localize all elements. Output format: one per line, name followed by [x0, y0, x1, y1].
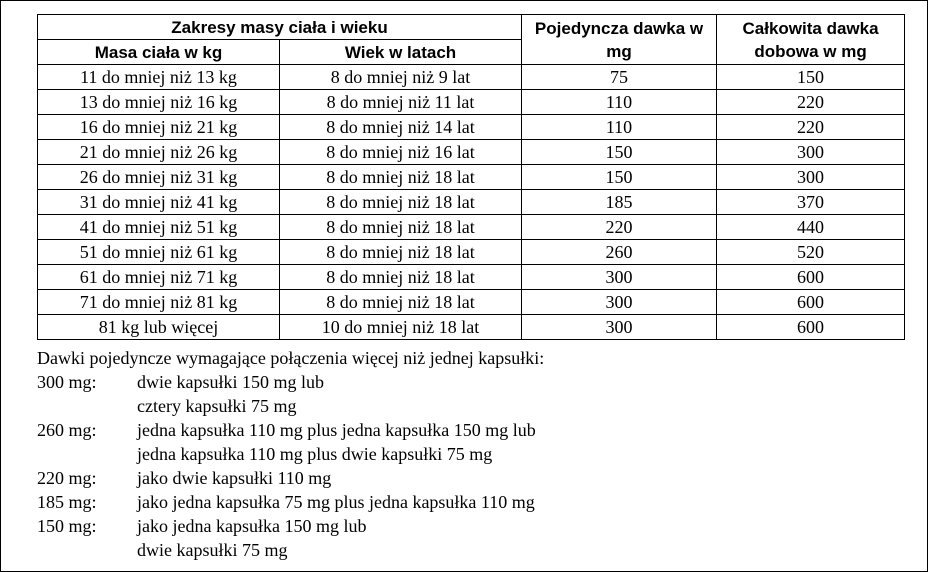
age-cell: 8 do mniej niż 18 lat — [280, 290, 522, 315]
total-dose-cell: 300 — [717, 165, 905, 190]
table-row — [38, 290, 905, 315]
total-dose-cell: 220 — [717, 115, 905, 140]
group-header: Zakresy masy ciała i wieku — [38, 15, 522, 40]
note-row — [37, 514, 544, 538]
note-row — [37, 394, 544, 418]
total-dose-header: Całkowita dawka dobowa w mg — [717, 15, 905, 65]
age-cell: 8 do mniej niż 11 lat — [280, 90, 522, 115]
total-dose-cell: 370 — [717, 190, 905, 215]
total-dose-cell: 300 — [717, 140, 905, 165]
note-dose-label: 185 mg: — [37, 492, 97, 512]
weight-cell: 61 do mniej niż 71 kg — [38, 265, 280, 290]
table-body — [38, 65, 905, 340]
weight-cell: 11 do mniej niż 13 kg — [38, 65, 280, 90]
note-row — [37, 490, 544, 514]
single-dose-cell: 260 — [522, 240, 717, 265]
age-cell: 8 do mniej niż 14 lat — [280, 115, 522, 140]
note-row — [37, 538, 544, 562]
total-dose-cell: 600 — [717, 265, 905, 290]
note-row — [37, 370, 544, 394]
notes-intro: Dawki pojedyncze wymagające połączenia więcej niż jednej kapsułki: — [37, 348, 545, 368]
note-row — [37, 442, 544, 466]
weight-cell: 81 kg lub więcej — [38, 315, 280, 340]
weight-cell: 21 do mniej niż 26 kg — [38, 140, 280, 165]
note-text: jako dwie kapsułki 110 mg — [137, 468, 332, 488]
table-row — [38, 240, 905, 265]
age-cell: 8 do mniej niż 9 lat — [280, 65, 522, 90]
age-cell: 10 do mniej niż 18 lat — [280, 315, 522, 340]
table-row — [38, 265, 905, 290]
note-row — [37, 418, 544, 442]
age-cell: 8 do mniej niż 16 lat — [280, 140, 522, 165]
dose-notes — [37, 346, 544, 562]
note-row — [37, 466, 544, 490]
weight-cell: 31 do mniej niż 41 kg — [38, 190, 280, 215]
note-dose-label: 150 mg: — [37, 516, 97, 536]
single-dose-cell: 300 — [522, 290, 717, 315]
note-dose-label: 260 mg: — [37, 420, 97, 440]
note-text: jedna kapsułka 110 mg plus jedna kapsułka 150 mg lub — [137, 420, 536, 440]
age-header: Wiek w latach — [280, 40, 522, 65]
total-dose-cell: 150 — [717, 65, 905, 90]
total-dose-cell: 520 — [717, 240, 905, 265]
age-cell: 8 do mniej niż 18 lat — [280, 215, 522, 240]
dosage-table — [37, 14, 905, 340]
total-dose-cell: 220 — [717, 90, 905, 115]
table-row — [38, 115, 905, 140]
note-text: jako jedna kapsułka 150 mg lub — [137, 516, 367, 536]
single-dose-cell: 300 — [522, 265, 717, 290]
single-dose-cell: 75 — [522, 65, 717, 90]
weight-cell: 41 do mniej niż 51 kg — [38, 215, 280, 240]
note-text: jako jedna kapsułka 75 mg plus jedna kapsułka 110 mg — [137, 492, 535, 512]
total-dose-cell: 440 — [717, 215, 905, 240]
age-cell: 8 do mniej niż 18 lat — [280, 240, 522, 265]
single-dose-cell: 110 — [522, 115, 717, 140]
note-text: jedna kapsułka 110 mg plus dwie kapsułki 75 mg — [137, 444, 493, 464]
note-text: cztery kapsułki 75 mg — [137, 396, 297, 416]
table-header-row — [38, 15, 905, 40]
single-dose-cell: 220 — [522, 215, 717, 240]
table-row — [38, 165, 905, 190]
total-dose-cell: 600 — [717, 290, 905, 315]
single-dose-cell: 150 — [522, 140, 717, 165]
single-dose-cell: 110 — [522, 90, 717, 115]
table-row — [38, 190, 905, 215]
weight-cell: 26 do mniej niż 31 kg — [38, 165, 280, 190]
table-row — [38, 65, 905, 90]
age-cell: 8 do mniej niż 18 lat — [280, 190, 522, 215]
weight-header: Masa ciała w kg — [38, 40, 280, 65]
weight-cell: 71 do mniej niż 81 kg — [38, 290, 280, 315]
weight-cell: 16 do mniej niż 21 kg — [38, 115, 280, 140]
single-dose-header: Pojedyncza dawka w mg — [522, 15, 717, 65]
table-row — [38, 140, 905, 165]
note-dose-label: 300 mg: — [37, 372, 97, 392]
single-dose-cell: 185 — [522, 190, 717, 215]
notes-list — [37, 370, 544, 562]
table-row — [38, 315, 905, 340]
weight-cell: 13 do mniej niż 16 kg — [38, 90, 280, 115]
age-cell: 8 do mniej niż 18 lat — [280, 165, 522, 190]
note-dose-label: 220 mg: — [37, 468, 97, 488]
age-cell: 8 do mniej niż 18 lat — [280, 265, 522, 290]
single-dose-cell: 300 — [522, 315, 717, 340]
table-row — [38, 215, 905, 240]
note-text: dwie kapsułki 150 mg lub — [137, 372, 324, 392]
table-row — [38, 90, 905, 115]
total-dose-cell: 600 — [717, 315, 905, 340]
weight-cell: 51 do mniej niż 61 kg — [38, 240, 280, 265]
single-dose-cell: 150 — [522, 165, 717, 190]
note-text: dwie kapsułki 75 mg — [137, 540, 288, 560]
